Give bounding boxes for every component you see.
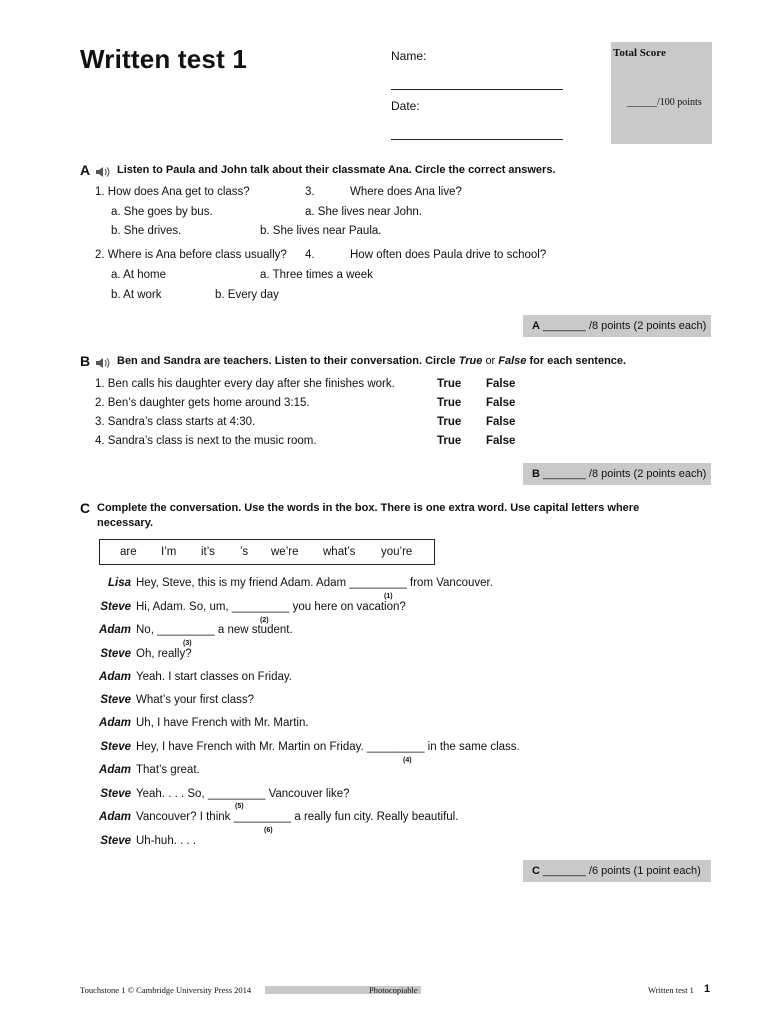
blank-number: (1)	[384, 593, 393, 600]
blank-number: (4)	[403, 757, 412, 764]
section-b-instruction-true: True	[458, 355, 483, 367]
conversation-line: Hey, I have French with Mr. Martin on Friday. _________ in the same class.	[136, 741, 520, 753]
false-option-3[interactable]: False	[486, 416, 516, 428]
false-option-2[interactable]: False	[486, 397, 516, 409]
conversation-line: Uh, I have French with Mr. Martin.	[136, 717, 309, 729]
word-box-item: you’re	[381, 546, 413, 558]
audio-icon-a	[95, 163, 111, 181]
section-b-instruction	[117, 355, 626, 367]
statement-4: 4. Sandra’s class is next to the music room.	[95, 435, 317, 447]
speaker-name: Lisa	[107, 577, 131, 589]
question-2: 2. Where is Ana before class usually?	[95, 249, 287, 261]
word-box	[99, 539, 435, 565]
date-label: Date:	[391, 99, 420, 113]
true-option-4[interactable]: True	[437, 435, 462, 447]
page-title: Written test 1	[80, 44, 248, 74]
speaker-name: Steve	[100, 741, 131, 753]
answer-4b[interactable]: b. Every day	[215, 289, 279, 301]
section-b-instruction-false: False	[498, 355, 527, 367]
blank-number: (6)	[264, 827, 273, 834]
conversation-line: Yeah. . . . So, _________ Vancouver like?	[136, 788, 350, 800]
true-option-3[interactable]: True	[437, 416, 462, 428]
answer-3a[interactable]: a. She lives near John.	[305, 206, 422, 218]
question-1: 1. How does Ana get to class?	[95, 186, 250, 198]
question-4: How often does Paula drive to school?	[350, 249, 547, 261]
conversation-line: No, _________ a new student.	[136, 624, 293, 636]
total-score-label: Total Score	[613, 47, 666, 59]
speaker-name: Adam	[99, 717, 131, 729]
section-b-instruction-1: Ben and Sandra are teachers. Listen to their conversation. Circle	[117, 355, 456, 367]
speaker-name: Steve	[100, 648, 131, 660]
speaker-name: Adam	[99, 671, 131, 683]
true-option-2[interactable]: True	[437, 397, 462, 409]
blank-number: (3)	[183, 640, 192, 647]
section-c-points-box	[523, 860, 711, 882]
statement-1: 1. Ben calls his daughter every day after she finishes work.	[95, 378, 395, 390]
conversation-line: Vancouver? I think _________ a really fun city. Really beautiful.	[136, 811, 459, 823]
blank-number: (5)	[235, 803, 244, 810]
section-c-points-letter: C	[532, 865, 540, 877]
section-a-points-letter: A	[532, 320, 540, 332]
section-c-letter: C	[80, 500, 91, 516]
speaker-name: Steve	[100, 601, 131, 613]
section-c-points-text: _______ /6 points (1 point each)	[543, 865, 701, 877]
name-field[interactable]	[391, 89, 563, 90]
false-option-1[interactable]: False	[486, 378, 516, 390]
conversation-line: Uh-huh. . . .	[136, 835, 197, 847]
answer-1a[interactable]: a. She goes by bus.	[111, 206, 213, 218]
total-score-box	[611, 42, 712, 144]
word-box-item: I’m	[161, 546, 177, 558]
speaker-name: Adam	[99, 811, 131, 823]
true-option-1[interactable]: True	[437, 378, 462, 390]
section-a-points-text: _______ /8 points (2 points each)	[543, 320, 707, 332]
blank-number: (2)	[260, 617, 269, 624]
date-field[interactable]	[391, 139, 563, 140]
page-number: 1	[704, 983, 711, 995]
total-score-points: ______/100 points	[627, 97, 702, 108]
footer-photocopiable: Photocopiable	[369, 985, 418, 995]
section-b-points-box	[523, 463, 711, 485]
conversation-line: Hey, Steve, this is my friend Adam. Adam _________ from Vancouver.	[136, 577, 493, 589]
conversation-line: Yeah. I start classes on Friday.	[136, 671, 292, 683]
statement-3: 3. Sandra’s class starts at 4:30.	[95, 416, 256, 428]
speaker-name: Adam	[99, 764, 131, 776]
section-a-letter: A	[80, 162, 91, 178]
speaker-name: Adam	[99, 624, 131, 636]
false-option-4[interactable]: False	[486, 435, 516, 447]
word-box-item: ’s	[240, 546, 249, 558]
word-box-item: are	[120, 546, 137, 558]
speaker-name: Steve	[100, 694, 131, 706]
answer-4a[interactable]: a. Three times a week	[260, 269, 373, 281]
conversation-line: What’s your first class?	[136, 694, 255, 706]
section-b-points-letter: B	[532, 468, 540, 480]
statement-2: 2. Ben’s daughter gets home around 3:15.	[95, 397, 310, 409]
footer-copyright: Touchstone 1 © Cambridge University Press 2014	[80, 985, 252, 995]
answer-3b[interactable]: b. She lives near Paula.	[260, 225, 382, 237]
section-b-instruction-2: for each sentence.	[529, 355, 627, 367]
question-4-number: 4.	[305, 249, 315, 261]
footer-test-name: Written test 1	[648, 985, 694, 995]
answer-1b[interactable]: b. She drives.	[111, 225, 182, 237]
answer-2b[interactable]: b. At work	[111, 289, 162, 301]
answer-2a[interactable]: a. At home	[111, 269, 166, 281]
section-a-instruction: Listen to Paula and John talk about their classmate Ana. Circle the correct answers.	[117, 164, 556, 176]
section-c-instruction-1: Complete the conversation. Use the words in the box. There is one extra word. Use capital letters where	[97, 502, 640, 514]
section-c-instruction-2: necessary.	[97, 517, 154, 529]
word-box-item: it’s	[201, 546, 215, 558]
audio-icon-b	[95, 354, 111, 372]
conversation-line: Oh, really?	[136, 648, 192, 660]
section-b-letter: B	[80, 353, 91, 369]
question-3-number: 3.	[305, 186, 315, 198]
section-a-points-box	[523, 315, 711, 337]
section-b-points-text: _______ /8 points (2 points each)	[543, 468, 707, 480]
speaker-name: Steve	[100, 835, 131, 847]
question-3: Where does Ana live?	[350, 186, 462, 198]
word-box-item: we’re	[271, 546, 299, 558]
speaker-name: Steve	[100, 788, 131, 800]
section-b-instruction-or: or	[485, 355, 496, 367]
conversation-line: That’s great.	[136, 764, 200, 776]
conversation-line: Hi, Adam. So, um, _________ you here on vacation?	[136, 601, 406, 613]
word-box-item: what’s	[323, 546, 356, 558]
name-label: Name:	[391, 49, 427, 63]
